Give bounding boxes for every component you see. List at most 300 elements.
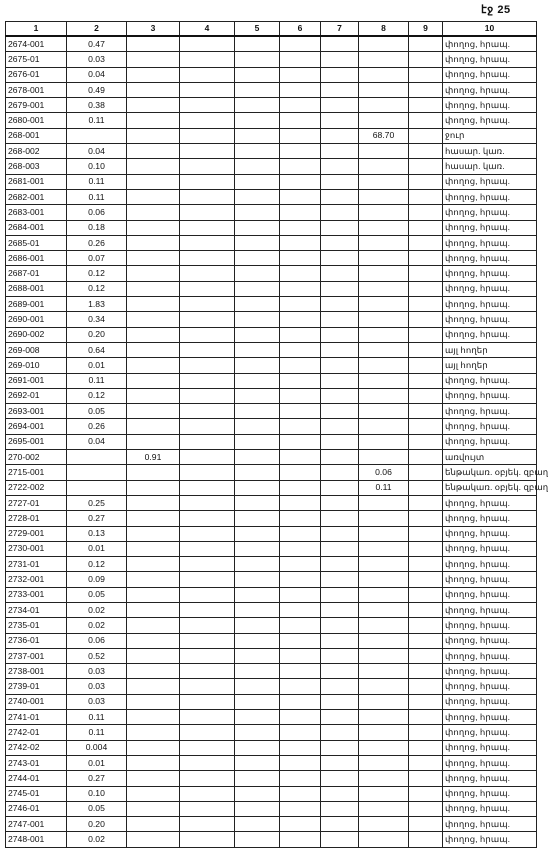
parcel-code-cell: 2748-001: [6, 832, 67, 847]
area-column-8-cell: [359, 587, 409, 602]
column-9-cell: [409, 434, 443, 449]
column-9-cell: [409, 526, 443, 541]
area-column-8-cell: [359, 832, 409, 847]
area-column-8-cell: [359, 388, 409, 403]
column-9-cell: [409, 388, 443, 403]
land-use-cell: փողոց, հրապ.: [443, 495, 537, 510]
table-row: [6, 786, 537, 801]
area-column-2-cell: 0.05: [67, 587, 127, 602]
parcel-code-cell: 2730-001: [6, 541, 67, 556]
area-column-2-cell: 0.49: [67, 82, 127, 97]
area-column-3-cell: [127, 710, 180, 725]
parcel-code-cell: 2735-01: [6, 618, 67, 633]
land-use-cell: փողոց, հրապ.: [443, 174, 537, 189]
area-column-2-cell: 0.01: [67, 541, 127, 556]
column-9-cell: [409, 817, 443, 832]
column-5-cell: [235, 297, 280, 312]
land-use-cell: փողոց, հրապ.: [443, 511, 537, 526]
parcel-code-cell: 2742-02: [6, 740, 67, 755]
land-use-cell: փողոց, հրապ.: [443, 633, 537, 648]
table-row: [6, 679, 537, 694]
parcel-code-cell: 2685-01: [6, 235, 67, 250]
column-9-cell: [409, 480, 443, 495]
column-5-cell: [235, 679, 280, 694]
area-column-8-cell: [359, 801, 409, 816]
column-5-cell: [235, 159, 280, 174]
column-5-cell: [235, 36, 280, 52]
column-5-cell: [235, 740, 280, 755]
column-6-cell: [280, 771, 321, 786]
column-4-cell: [180, 694, 235, 709]
column-5-cell: [235, 251, 280, 266]
column-4-cell: [180, 725, 235, 740]
area-column-8-cell: [359, 235, 409, 250]
column-6-cell: [280, 465, 321, 480]
column-5-cell: [235, 465, 280, 480]
column-4-cell: [180, 602, 235, 617]
land-use-cell: այլ հողեր: [443, 342, 537, 357]
column-9-cell: [409, 113, 443, 128]
parcel-code-cell: 2693-001: [6, 404, 67, 419]
column-5-cell: [235, 817, 280, 832]
area-column-2-cell: 0.12: [67, 388, 127, 403]
column-6-cell: [280, 557, 321, 572]
area-column-8-cell: [359, 755, 409, 770]
area-column-8-cell: [359, 373, 409, 388]
column-4-cell: [180, 82, 235, 97]
column-9-cell: [409, 36, 443, 52]
column-5-cell: [235, 495, 280, 510]
area-column-8-cell: [359, 450, 409, 465]
area-column-2-cell: [67, 465, 127, 480]
parcel-code-cell: 2729-001: [6, 526, 67, 541]
parcel-code-cell: 2733-001: [6, 587, 67, 602]
area-column-8-cell: [359, 557, 409, 572]
area-column-3-cell: [127, 67, 180, 82]
land-use-cell: առվույտ: [443, 450, 537, 465]
table-row: [6, 541, 537, 556]
table-row: [6, 98, 537, 113]
area-column-3-cell: [127, 664, 180, 679]
column-4-cell: [180, 266, 235, 281]
parcel-code-cell: 2678-001: [6, 82, 67, 97]
land-use-cell: հասար. կառ.: [443, 159, 537, 174]
column-5-cell: [235, 342, 280, 357]
table-row: [6, 710, 537, 725]
column-9-cell: [409, 373, 443, 388]
table-row: [6, 648, 537, 663]
land-register-table: [5, 21, 548, 848]
area-column-8-cell: 68.70: [359, 128, 409, 143]
area-column-8-cell: [359, 710, 409, 725]
column-4-cell: [180, 128, 235, 143]
parcel-code-cell: 2731-01: [6, 557, 67, 572]
table-row: [6, 327, 537, 342]
column-7-cell: [321, 465, 359, 480]
parcel-code-cell: 2739-01: [6, 679, 67, 694]
parcel-code-cell: 270-002: [6, 450, 67, 465]
column-7-cell: [321, 618, 359, 633]
column-7-cell: [321, 113, 359, 128]
column-9-cell: [409, 98, 443, 113]
area-column-3-cell: [127, 189, 180, 204]
column-7-cell: [321, 633, 359, 648]
column-7-cell: [321, 373, 359, 388]
column-5-cell: [235, 771, 280, 786]
area-column-3-cell: [127, 633, 180, 648]
column-5-cell: [235, 419, 280, 434]
column-9-cell: [409, 465, 443, 480]
column-6-cell: [280, 251, 321, 266]
column-6-cell: [280, 205, 321, 220]
column-5-cell: [235, 572, 280, 587]
column-6-cell: [280, 266, 321, 281]
area-column-3-cell: [127, 526, 180, 541]
column-6-cell: [280, 679, 321, 694]
table-row: [6, 67, 537, 82]
area-column-8-cell: [359, 52, 409, 67]
land-use-cell: փողոց, հրապ.: [443, 710, 537, 725]
column-7-cell: [321, 266, 359, 281]
area-column-2-cell: 0.20: [67, 327, 127, 342]
column-7-cell: [321, 82, 359, 97]
area-column-3-cell: [127, 786, 180, 801]
area-column-8-cell: [359, 679, 409, 694]
table-row: [6, 450, 537, 465]
column-9-cell: [409, 832, 443, 847]
area-column-3-cell: [127, 618, 180, 633]
column-9-cell: [409, 220, 443, 235]
column-6-cell: [280, 281, 321, 296]
column-5-cell: [235, 358, 280, 373]
column-7-cell: [321, 144, 359, 159]
column-9-cell: [409, 786, 443, 801]
column-4-cell: [180, 144, 235, 159]
column-9-cell: [409, 144, 443, 159]
area-column-8-cell: [359, 618, 409, 633]
area-column-3-cell: [127, 541, 180, 556]
column-5-cell: [235, 82, 280, 97]
area-column-3-cell: 0.91: [127, 450, 180, 465]
table-row: [6, 618, 537, 633]
column-4-cell: [180, 205, 235, 220]
parcel-code-cell: 2690-001: [6, 312, 67, 327]
column-7-cell: [321, 511, 359, 526]
parcel-code-cell: 2684-001: [6, 220, 67, 235]
table-row: [6, 342, 537, 357]
area-column-3-cell: [127, 419, 180, 434]
area-column-3-cell: [127, 312, 180, 327]
column-5-cell: [235, 694, 280, 709]
parcel-code-cell: 2742-01: [6, 725, 67, 740]
column-5-cell: [235, 755, 280, 770]
area-column-8-cell: [359, 159, 409, 174]
column-header-5: 5: [235, 22, 280, 37]
parcel-code-cell: 2674-001: [6, 36, 67, 52]
area-column-2-cell: 0.09: [67, 572, 127, 587]
land-use-cell: փողոց, հրապ.: [443, 572, 537, 587]
land-use-cell: փողոց, հրապ.: [443, 312, 537, 327]
area-column-3-cell: [127, 342, 180, 357]
column-9-cell: [409, 52, 443, 67]
column-6-cell: [280, 710, 321, 725]
land-use-cell: փողոց, հրապ.: [443, 740, 537, 755]
column-6-cell: [280, 220, 321, 235]
table-row: [6, 235, 537, 250]
column-9-cell: [409, 602, 443, 617]
column-5-cell: [235, 373, 280, 388]
area-column-8-cell: [359, 220, 409, 235]
column-header-2: 2: [67, 22, 127, 37]
area-column-3-cell: [127, 82, 180, 97]
column-7-cell: [321, 648, 359, 663]
area-column-8-cell: 0.11: [359, 480, 409, 495]
table-row: [6, 174, 537, 189]
area-column-2-cell: 0.03: [67, 694, 127, 709]
column-7-cell: [321, 159, 359, 174]
column-7-cell: [321, 771, 359, 786]
land-use-cell: փողոց, հրապ.: [443, 36, 537, 52]
area-column-2-cell: 0.11: [67, 710, 127, 725]
column-6-cell: [280, 495, 321, 510]
column-9-cell: [409, 205, 443, 220]
table-row: [6, 159, 537, 174]
parcel-code-cell: 2747-001: [6, 817, 67, 832]
parcel-code-cell: 269-008: [6, 342, 67, 357]
land-use-cell: փողոց, հրապ.: [443, 266, 537, 281]
column-4-cell: [180, 373, 235, 388]
column-6-cell: [280, 740, 321, 755]
column-4-cell: [180, 281, 235, 296]
column-7-cell: [321, 664, 359, 679]
land-use-cell: փողոց, հրապ.: [443, 189, 537, 204]
column-4-cell: [180, 832, 235, 847]
column-9-cell: [409, 511, 443, 526]
parcel-code-cell: 2683-001: [6, 205, 67, 220]
column-4-cell: [180, 618, 235, 633]
column-5-cell: [235, 327, 280, 342]
column-5-cell: [235, 205, 280, 220]
table-row: [6, 740, 537, 755]
column-9-cell: [409, 755, 443, 770]
column-9-cell: [409, 281, 443, 296]
area-column-2-cell: 0.64: [67, 342, 127, 357]
area-column-8-cell: [359, 786, 409, 801]
column-4-cell: [180, 679, 235, 694]
land-use-cell: փողոց, հրապ.: [443, 82, 537, 97]
table-row: [6, 801, 537, 816]
area-column-2-cell: 0.11: [67, 725, 127, 740]
column-7-cell: [321, 342, 359, 357]
column-7-cell: [321, 52, 359, 67]
column-6-cell: [280, 801, 321, 816]
parcel-code-cell: 2675-01: [6, 52, 67, 67]
column-6-cell: [280, 327, 321, 342]
column-5-cell: [235, 786, 280, 801]
land-use-cell: փողոց, հրապ.: [443, 725, 537, 740]
area-column-3-cell: [127, 205, 180, 220]
column-4-cell: [180, 587, 235, 602]
area-column-2-cell: 0.05: [67, 801, 127, 816]
column-5-cell: [235, 404, 280, 419]
column-7-cell: [321, 189, 359, 204]
area-column-2-cell: 0.01: [67, 755, 127, 770]
page-number: էջ 25: [481, 4, 511, 16]
land-use-cell: ջուր: [443, 128, 537, 143]
land-use-cell: փողոց, հրապ.: [443, 404, 537, 419]
column-6-cell: [280, 618, 321, 633]
column-6-cell: [280, 373, 321, 388]
table-row: [6, 82, 537, 97]
column-6-cell: [280, 36, 321, 52]
column-9-cell: [409, 174, 443, 189]
column-7-cell: [321, 297, 359, 312]
column-5-cell: [235, 557, 280, 572]
column-6-cell: [280, 174, 321, 189]
table-row: [6, 602, 537, 617]
area-column-3-cell: [127, 251, 180, 266]
column-4-cell: [180, 174, 235, 189]
area-column-2-cell: 0.20: [67, 817, 127, 832]
area-column-3-cell: [127, 297, 180, 312]
area-column-8-cell: [359, 572, 409, 587]
land-use-cell: փողոց, հրապ.: [443, 419, 537, 434]
column-9-cell: [409, 679, 443, 694]
area-column-2-cell: 0.05: [67, 404, 127, 419]
column-9-cell: [409, 495, 443, 510]
parcel-code-cell: 2727-01: [6, 495, 67, 510]
area-column-2-cell: 0.38: [67, 98, 127, 113]
area-column-8-cell: [359, 526, 409, 541]
table-row: [6, 52, 537, 67]
column-5-cell: [235, 633, 280, 648]
land-use-cell: ենթակառ. օբյեկ. զբաղ: [443, 465, 537, 480]
table-row: [6, 388, 537, 403]
column-5-cell: [235, 587, 280, 602]
land-use-cell: փողոց, հրապ.: [443, 98, 537, 113]
area-column-8-cell: [359, 266, 409, 281]
column-9-cell: [409, 358, 443, 373]
area-column-2-cell: 0.11: [67, 174, 127, 189]
land-use-cell: փողոց, հրապ.: [443, 541, 537, 556]
parcel-code-cell: 2679-001: [6, 98, 67, 113]
header-row: [6, 22, 537, 37]
parcel-code-cell: 268-001: [6, 128, 67, 143]
column-9-cell: [409, 82, 443, 97]
column-7-cell: [321, 174, 359, 189]
column-6-cell: [280, 434, 321, 449]
area-column-3-cell: [127, 373, 180, 388]
area-column-3-cell: [127, 36, 180, 52]
area-column-3-cell: [127, 679, 180, 694]
column-header-9: 9: [409, 22, 443, 37]
table-row: [6, 281, 537, 296]
column-5-cell: [235, 710, 280, 725]
column-4-cell: [180, 465, 235, 480]
land-use-cell: փողոց, հրապ.: [443, 113, 537, 128]
column-9-cell: [409, 266, 443, 281]
area-column-2-cell: 0.02: [67, 602, 127, 617]
column-7-cell: [321, 36, 359, 52]
column-5-cell: [235, 388, 280, 403]
land-use-cell: փողոց, հրապ.: [443, 664, 537, 679]
area-column-3-cell: [127, 602, 180, 617]
table-row: [6, 832, 537, 847]
area-column-3-cell: [127, 235, 180, 250]
parcel-code-cell: 2688-001: [6, 281, 67, 296]
area-column-3-cell: [127, 434, 180, 449]
column-4-cell: [180, 633, 235, 648]
area-column-3-cell: [127, 159, 180, 174]
area-column-2-cell: 0.25: [67, 495, 127, 510]
column-5-cell: [235, 618, 280, 633]
column-5-cell: [235, 98, 280, 113]
column-4-cell: [180, 755, 235, 770]
land-use-cell: փողոց, հրապ.: [443, 235, 537, 250]
column-6-cell: [280, 67, 321, 82]
parcel-code-cell: 2743-01: [6, 755, 67, 770]
column-6-cell: [280, 358, 321, 373]
column-5-cell: [235, 450, 280, 465]
area-column-3-cell: [127, 113, 180, 128]
column-7-cell: [321, 587, 359, 602]
area-column-3-cell: [127, 404, 180, 419]
table-row: [6, 312, 537, 327]
column-6-cell: [280, 633, 321, 648]
column-header-8: 8: [359, 22, 409, 37]
parcel-code-cell: 2745-01: [6, 786, 67, 801]
column-4-cell: [180, 801, 235, 816]
area-column-3-cell: [127, 832, 180, 847]
parcel-code-cell: 2695-001: [6, 434, 67, 449]
column-4-cell: [180, 740, 235, 755]
column-5-cell: [235, 128, 280, 143]
column-4-cell: [180, 327, 235, 342]
table-row: [6, 358, 537, 373]
column-7-cell: [321, 832, 359, 847]
table-row: [6, 220, 537, 235]
column-5-cell: [235, 725, 280, 740]
column-6-cell: [280, 694, 321, 709]
parcel-code-cell: 2715-001: [6, 465, 67, 480]
area-column-3-cell: [127, 465, 180, 480]
column-header-6: 6: [280, 22, 321, 37]
column-4-cell: [180, 342, 235, 357]
area-column-8-cell: [359, 297, 409, 312]
column-6-cell: [280, 572, 321, 587]
parcel-code-cell: 2694-001: [6, 419, 67, 434]
column-7-cell: [321, 404, 359, 419]
area-column-2-cell: 0.52: [67, 648, 127, 663]
area-column-8-cell: 0.06: [359, 465, 409, 480]
column-9-cell: [409, 404, 443, 419]
area-column-2-cell: 0.03: [67, 679, 127, 694]
area-column-3-cell: [127, 801, 180, 816]
table-row: [6, 205, 537, 220]
land-use-cell: փողոց, հրապ.: [443, 587, 537, 602]
parcel-code-cell: 2692-01: [6, 388, 67, 403]
column-9-cell: [409, 572, 443, 587]
land-use-cell: փողոց, հրապ.: [443, 373, 537, 388]
parcel-code-cell: 2722-002: [6, 480, 67, 495]
table-row: [6, 297, 537, 312]
area-column-8-cell: [359, 174, 409, 189]
column-6-cell: [280, 189, 321, 204]
column-4-cell: [180, 817, 235, 832]
area-column-2-cell: 0.03: [67, 52, 127, 67]
column-7-cell: [321, 358, 359, 373]
area-column-3-cell: [127, 771, 180, 786]
